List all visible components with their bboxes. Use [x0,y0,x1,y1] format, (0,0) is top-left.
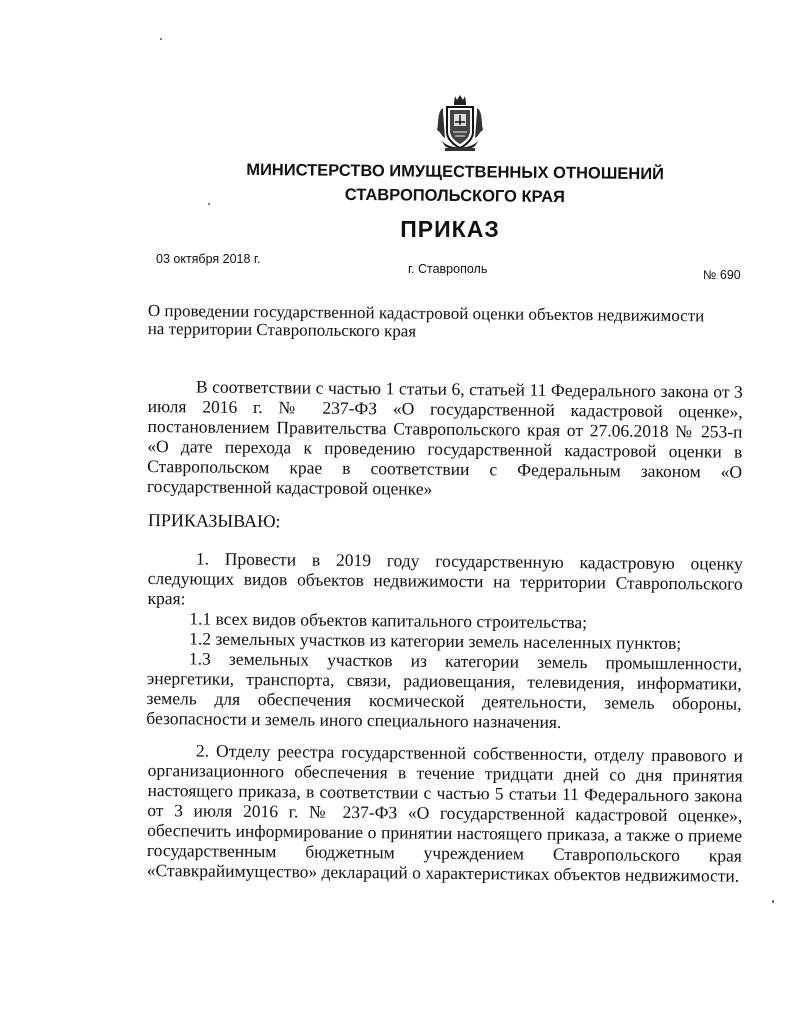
document-city: г. Ставрополь [408,262,488,276]
order-word: ПРИКАЗЫВАЮ: [147,510,281,532]
order-subject [148,302,743,344]
item-1-3-text: 1.3 земельных участков из категории земель промышленности, энергетики, транспорта, связи, радиовещания, телевидения, информатики, земель для обеспечения космической деятельности, земель обороны, безопасности и земель иного специального назначения. [146,648,743,732]
scan-speck [772,900,774,903]
item-2-text: 2. Отделу реестра государственной собственности, отделу правового и организационного обеспечения в течение тридцати дней со дня принятия настоящего приказа, в соответствии с частью 5 статьи 11 Федерального закона от 3 июля 2016 г. № 237-ФЗ «О государственной кадастровой оценке», обеспечить информирование о принятии настоящего приказа, а также о приеме государственным бюджетным учреждением Ставропольского края «Ставкрайимущество» деклараций о характеристиках объектов недвижимости. [146,740,743,886]
scan-speck [160,38,162,40]
order-item-1 [146,548,743,734]
order-item-2 [147,740,743,886]
item-1-text: 1. Провести в 2019 году государственную кадастровую оценку следующих видов объектов недвижимости на территории Ставропольского края: [147,548,743,609]
item-1-1-text: 1.1 всех видов объектов капитального строительства; [189,608,588,633]
ministry-name-line1: МИНИСТЕРСТВО ИМУЩЕСТВЕННЫХ ОТНОШЕНИЙ [246,160,665,184]
document-type-title: ПРИКАЗ [400,216,500,242]
preamble-paragraph: В соответствии с частью 1 статьи 6, статьей 11 Федерального закона от 3 июля 2016 г. № 237-ФЗ «О государственной кадастровой оценке», постановлением Правительства Ставропольского края от 27.06.2018 № 253-п «О дате перехода к проведению государственной кадастровой оценки в Ставропольском крае в соответствии с Федеральным законом «О государственной кадастровой оценке» [146,376,743,499]
subject-line1: О проведении государственной кадастровой оценки объектов недвижимости [147,301,705,326]
ministry-name-line2: СТАВРОПОЛЬСКОГО КРАЯ [344,185,566,207]
ministry-heading [200,157,710,210]
preamble-section [147,376,743,502]
document-number: № 690 [703,268,741,282]
item-1-2-text: 1.2 земельных участков из категории земель населенных пунктов; [189,628,682,654]
subject-line2: на территории Ставропольского края [147,318,417,341]
coat-of-arms-icon [435,92,485,154]
document-date: 03 октября 2018 г. [156,252,261,266]
